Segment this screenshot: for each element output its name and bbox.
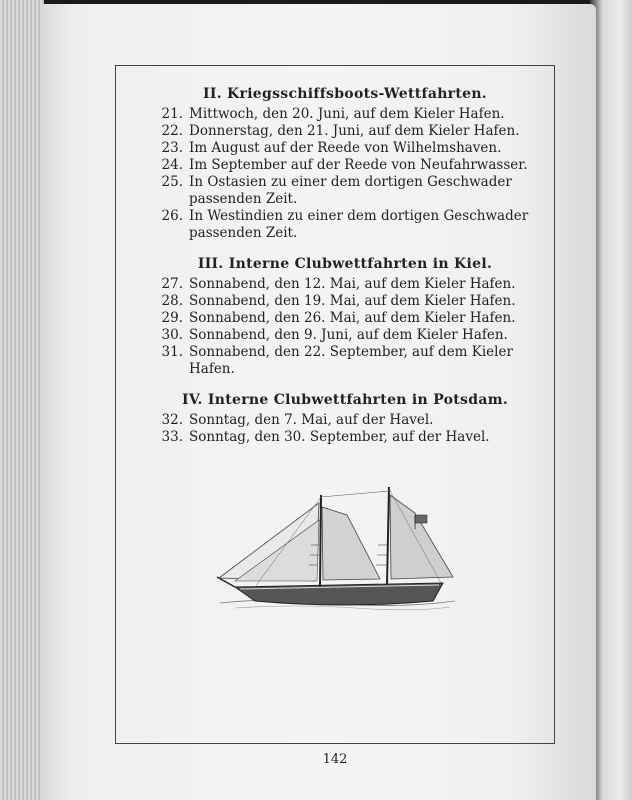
facing-page-edge — [590, 0, 632, 800]
entry-text: Donnerstag, den 21. Juni, auf dem Kieler Hafen. — [189, 123, 520, 139]
entry-number: 33. — [161, 429, 183, 445]
entry-number: 26. — [161, 208, 183, 224]
page-number: 142 — [322, 752, 348, 767]
entry-list — [155, 276, 535, 378]
entry-list — [155, 412, 535, 446]
entry-text: Mittwoch, den 20. Juni, auf dem Kieler Hafen. — [189, 106, 505, 122]
list-item — [155, 327, 535, 344]
entry-number: 25. — [161, 174, 183, 190]
page-content — [155, 86, 535, 460]
entry-text: In Ostasien zu einer dem dortigen Geschwader passenden Zeit. — [189, 174, 512, 207]
entry-number: 27. — [161, 276, 183, 292]
entry-text: Sonnabend, den 12. Mai, auf dem Kieler Hafen. — [189, 276, 516, 292]
entry-number: 22. — [161, 123, 183, 139]
entry-text: Sonnabend, den 22. September, auf dem Kieler Hafen. — [189, 344, 513, 377]
list-item — [155, 208, 535, 242]
entry-number: 24. — [161, 157, 183, 173]
entry-text: Sonnabend, den 26. Mai, auf dem Kieler Hafen. — [189, 310, 516, 326]
list-item — [155, 276, 535, 293]
list-item — [155, 123, 535, 140]
section-title: IV. Interne Clubwettfahrten in Potsdam. — [181, 392, 508, 408]
section-title: II. Kriegsschiffsboots-Wettfahrten. — [203, 86, 487, 102]
section-title: III. Interne Clubwettfahrten in Kiel. — [197, 256, 493, 272]
entry-number: 23. — [161, 140, 183, 156]
entry-number: 30. — [161, 327, 183, 343]
entry-text: In Westindien zu einer dem dortigen Geschwader passenden Zeit. — [189, 208, 529, 241]
list-item — [155, 310, 535, 327]
list-item — [155, 106, 535, 123]
list-item — [155, 344, 535, 378]
entry-number: 21. — [161, 106, 183, 122]
entry-number: 28. — [161, 293, 183, 309]
list-item — [155, 157, 535, 174]
entry-number: 31. — [161, 344, 183, 360]
entry-text: Im September auf der Reede von Neufahrwasser. — [189, 157, 528, 173]
section-clubwettfahrten-kiel — [155, 256, 535, 378]
list-item — [155, 174, 535, 208]
sailing-ship-icon — [215, 485, 460, 615]
entry-list — [155, 106, 535, 242]
entry-number: 29. — [161, 310, 183, 326]
entry-text: Im August auf der Reede von Wilhelmshaven. — [189, 140, 502, 156]
section-clubwettfahrten-potsdam — [155, 392, 535, 446]
entry-number: 32. — [161, 412, 183, 428]
list-item — [155, 429, 535, 446]
entry-text: Sonntag, den 7. Mai, auf der Havel. — [189, 412, 434, 428]
list-item — [155, 140, 535, 157]
section-kriegsschiffsboots — [155, 86, 535, 242]
entry-text: Sonntag, den 30. September, auf der Havel. — [189, 429, 490, 445]
book-page-edges — [0, 0, 44, 800]
list-item — [155, 293, 535, 310]
list-item — [155, 412, 535, 429]
entry-text: Sonnabend, den 19. Mai, auf dem Kieler Hafen. — [189, 293, 516, 309]
entry-text: Sonnabend, den 9. Juni, auf dem Kieler Hafen. — [189, 327, 508, 343]
